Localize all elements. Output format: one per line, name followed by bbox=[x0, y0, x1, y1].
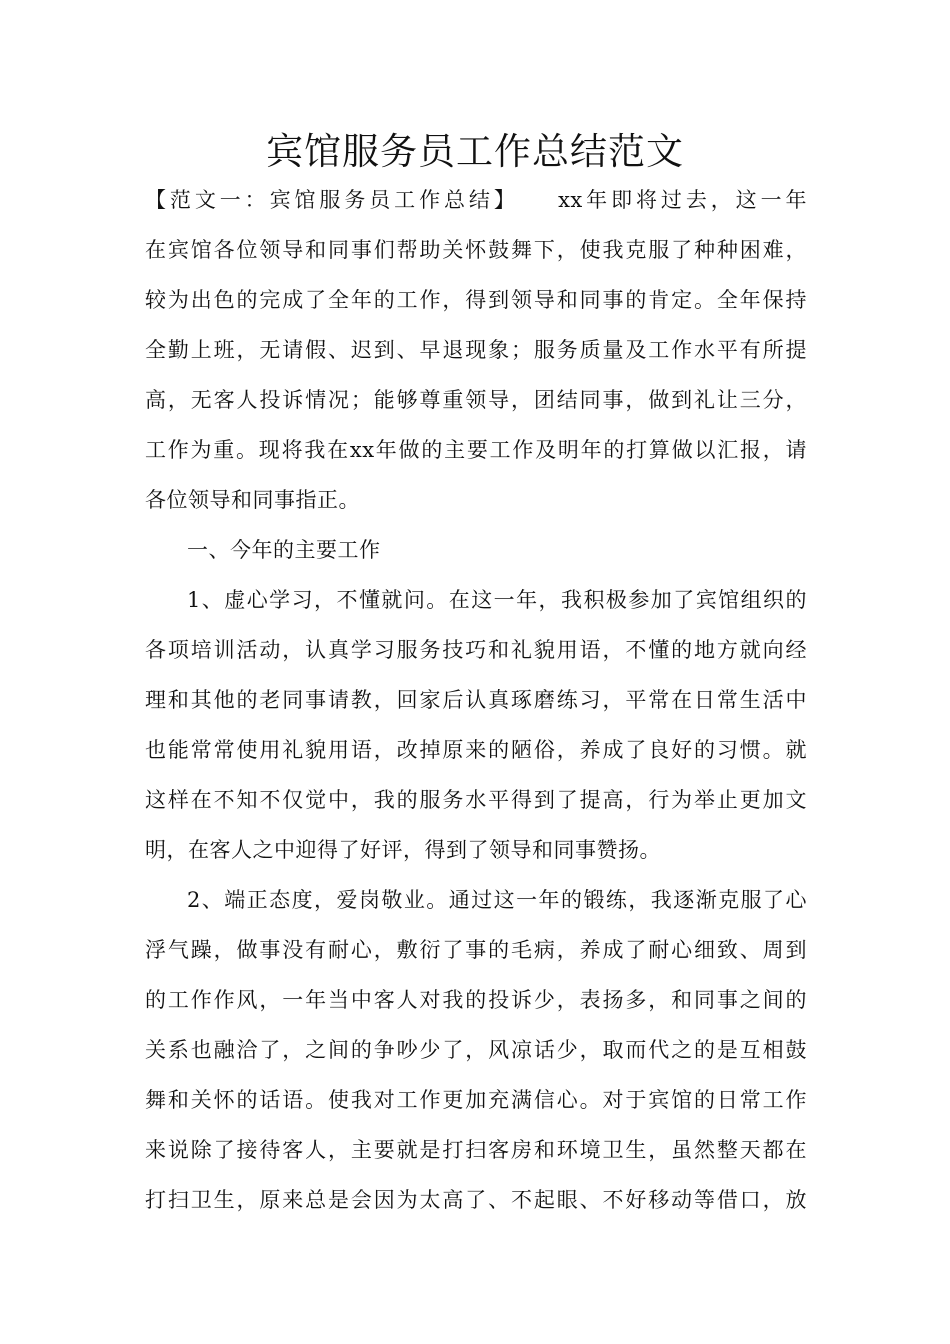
paragraph-line: 浮气躁，做事没有耐心，敷衍了事的毛病，养成了耐心细致、周到 bbox=[145, 938, 807, 962]
paragraph-line: 明，在客人之中迎得了好评，得到了领导和同事赞扬。 bbox=[145, 838, 661, 862]
paragraph-line: 各位领导和同事指正。 bbox=[145, 488, 360, 512]
paragraph-line: 这样在不知不仅觉中，我的服务水平得到了提高，行为举止更加文 bbox=[145, 788, 807, 812]
paragraph-line: 在宾馆各位领导和同事们帮助关怀鼓舞下，使我克服了种种困难， bbox=[145, 238, 807, 262]
paragraph-line: 高，无客人投诉情况；能够尊重领导，团结同事，做到礼让三分， bbox=[145, 388, 807, 412]
paragraph-line: 理和其他的老同事请教，回家后认真琢磨练习，平常在日常生活中 bbox=[145, 688, 807, 712]
section-heading: 一、今年的主要工作 bbox=[187, 538, 381, 562]
paragraph-line: 打扫卫生，原来总是会因为太高了、不起眼、不好移动等借口，放 bbox=[145, 1188, 807, 1212]
paragraph-line: 全勤上班，无请假、迟到、早退现象；服务质量及工作水平有所提 bbox=[145, 338, 807, 362]
paragraph-line: 各项培训活动，认真学习服务技巧和礼貌用语，不懂的地方就向经 bbox=[145, 638, 807, 662]
document-title: 宾馆服务员工作总结范文 bbox=[266, 130, 684, 173]
paragraph-line: 的工作作风，一年当中客人对我的投诉少，表扬多，和同事之间的 bbox=[145, 988, 807, 1012]
paragraph-line: 较为出色的完成了全年的工作，得到领导和同事的肯定。全年保持 bbox=[145, 288, 807, 312]
paragraph-line: 也能常常使用礼貌用语，改掉原来的陋俗，养成了良好的习惯。就 bbox=[145, 738, 807, 762]
paragraph-line: 2、端正态度，爱岗敬业。通过这一年的锻练，我逐渐克服了心 bbox=[187, 888, 807, 912]
paragraph-line: 关系也融洽了，之间的争吵少了，风凉话少，取而代之的是互相鼓 bbox=[145, 1038, 807, 1062]
paragraph-line: 来说除了接待客人，主要就是打扫客房和环境卫生，虽然整天都在 bbox=[145, 1138, 807, 1162]
paragraph-line: 【范文一：宾馆服务员工作总结】 xx年即将过去，这一年 bbox=[145, 188, 807, 212]
paragraph-line: 工作为重。现将我在xx年做的主要工作及明年的打算做以汇报，请 bbox=[145, 438, 807, 462]
paragraph-line: 舞和关怀的话语。使我对工作更加充满信心。对于宾馆的日常工作 bbox=[145, 1088, 807, 1112]
paragraph-line: 1、虚心学习，不懂就问。在这一年，我积极参加了宾馆组织的 bbox=[187, 588, 807, 612]
